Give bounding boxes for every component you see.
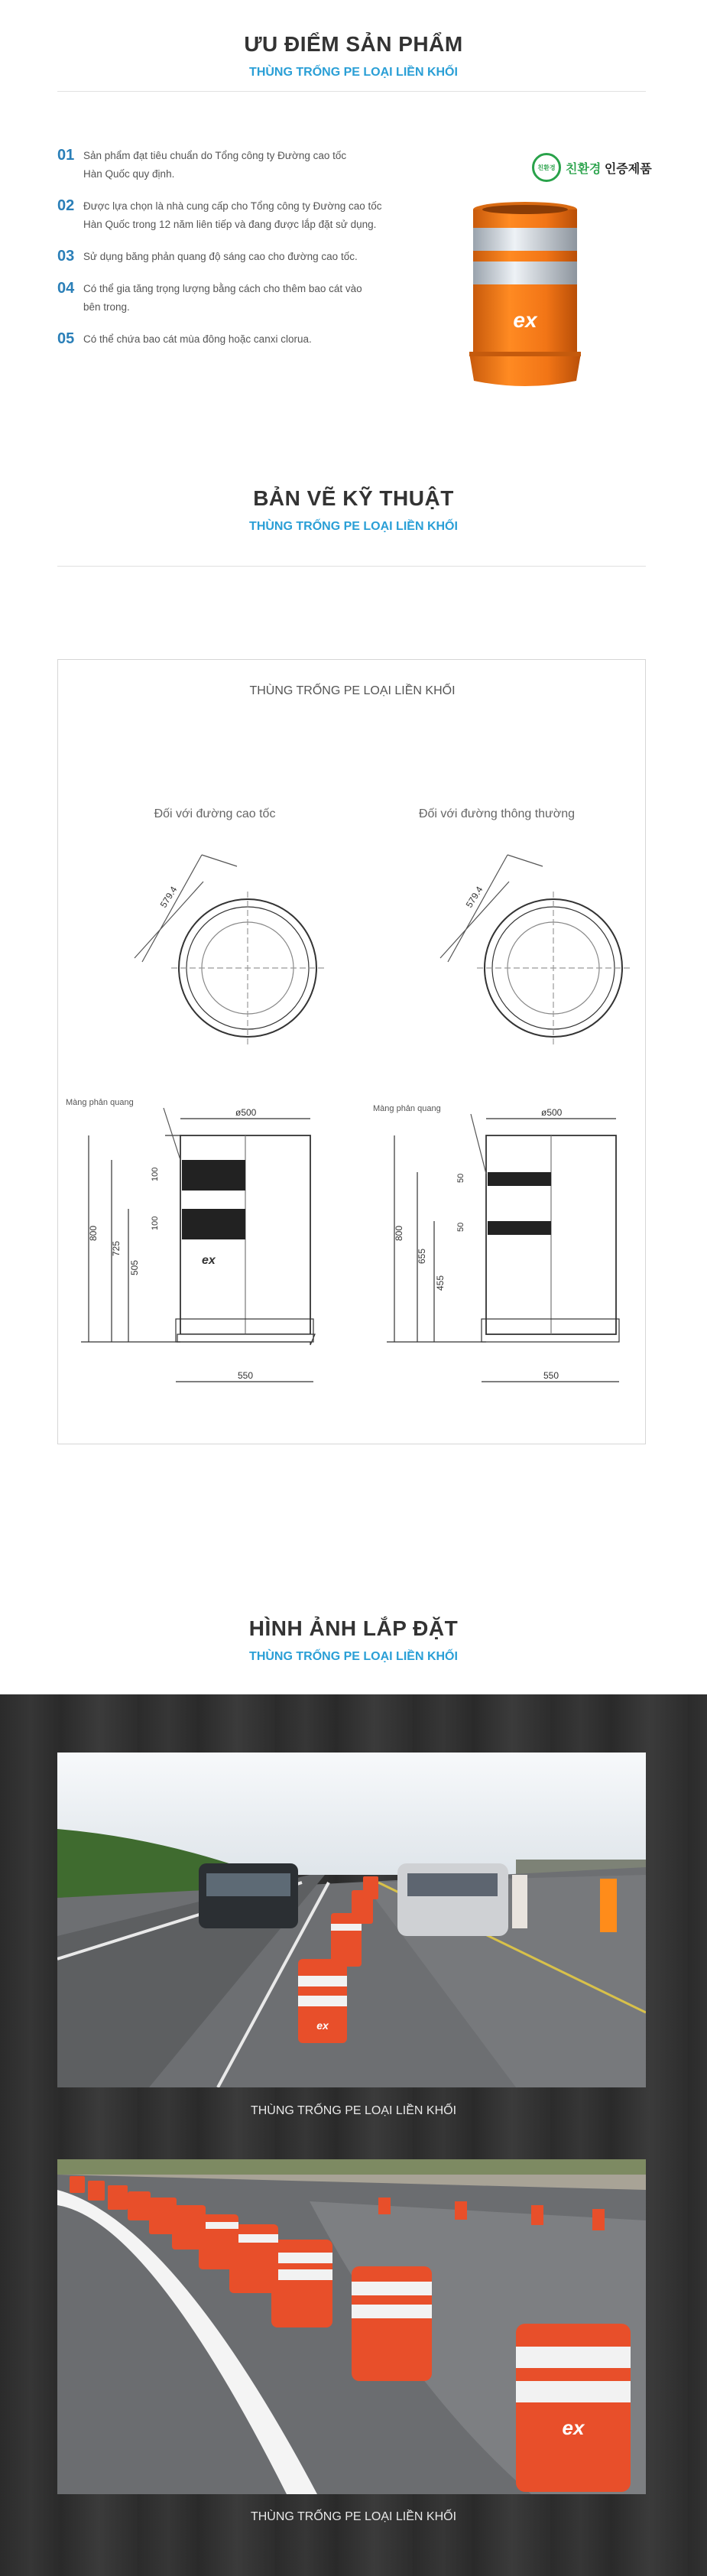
install-photo-highway [57, 1753, 646, 2087]
drawing-box-title: THÙNG TRỐNG PE LOẠI LIỀN KHỐI [249, 684, 456, 697]
eco-cert-seal [532, 153, 561, 182]
normal-top-dim: ø500 [541, 1107, 563, 1118]
eco-cert-green-text: 친환경 [566, 162, 602, 176]
install-caption-2: THÙNG TRỐNG PE LOẠI LIỀN KHỐI [250, 2510, 457, 2523]
advantage-item [57, 147, 439, 184]
normal-road-label: Đối với đường thông thường [418, 807, 576, 820]
advantage-item [57, 330, 439, 349]
normal-h2: 655 [417, 1248, 427, 1264]
highway-diag-dim: 579.4 [157, 884, 180, 910]
advantage-line: Sử dụng băng phản quang độ sáng cao cho đường cao tốc. [83, 251, 358, 262]
advantage-item [57, 197, 439, 234]
normal-band2: 50 [456, 1222, 465, 1232]
advantage-line: bên trong. [83, 301, 130, 313]
normal-side-view [373, 1104, 619, 1382]
highway-side-view [66, 1098, 315, 1382]
advantage-line: Sản phẩm đạt tiêu chuẩn do Tổng công ty Đường cao tốc [83, 150, 347, 161]
drawing-title: BẢN VẼ KỸ THUẬT [253, 486, 454, 510]
technical-drawing [58, 660, 647, 1445]
install-caption-1: THÙNG TRỐNG PE LOẠI LIỀN KHỐI [250, 2104, 457, 2117]
advantages-header [0, 32, 707, 80]
normal-h-total: 800 [394, 1225, 404, 1241]
advantages-divider [57, 91, 646, 92]
advantage-line: Hàn Quốc trong 12 năm liên tiếp và đang được lắp đặt sử dụng. [83, 219, 377, 230]
highway-h2: 725 [111, 1240, 122, 1256]
advantage-number: 01 [57, 147, 75, 164]
product-drum-image [469, 200, 581, 388]
advantage-text [83, 147, 346, 184]
eco-cert-label [566, 159, 652, 177]
product-logo: ex [513, 308, 537, 332]
normal-bottom-dim: 550 [543, 1370, 559, 1381]
highway-bottom-dim: 550 [238, 1370, 254, 1381]
drawing-header [0, 486, 707, 534]
highway-band1: 100 [151, 1167, 160, 1181]
advantage-text [83, 248, 358, 266]
advantages-title: ƯU ĐIỂM SẢN PHẨM [244, 32, 463, 56]
drawing-subtitle: THÙNG TRỐNG PE LOẠI LIỀN KHỐI [249, 520, 458, 533]
highway-band2: 100 [151, 1216, 160, 1230]
highway-label: Đối với đường cao tốc [154, 807, 276, 820]
normal-top-view [440, 855, 630, 1044]
advantage-item [57, 280, 439, 317]
advantage-text [83, 197, 382, 234]
advantage-number: 03 [57, 248, 75, 265]
advantage-number: 05 [57, 330, 75, 347]
advantage-number: 02 [57, 197, 75, 214]
advantages-list [57, 147, 439, 362]
drawing-logo: ex [202, 1254, 216, 1267]
drum-logo: ex [316, 2019, 329, 2032]
drawing-divider [57, 566, 646, 567]
advantage-line: Hàn Quốc quy định. [83, 168, 175, 180]
install-header [0, 1616, 707, 1664]
highway-top-view [135, 855, 324, 1044]
advantage-line: Có thể chứa bao cát mùa đông hoặc canxi clorua. [83, 333, 312, 345]
advantage-line: Được lựa chọn là nhà cung cấp cho Tổng công ty Đường cao tốc [83, 200, 382, 212]
advantage-text [83, 280, 362, 317]
normal-h3: 455 [435, 1275, 446, 1291]
highway-top-dim: ø500 [235, 1107, 257, 1118]
technical-drawing-panel [57, 659, 646, 1444]
normal-band1: 50 [456, 1173, 465, 1183]
normal-reflective-label: Màng phản quang [373, 1104, 441, 1113]
install-photo-curve [57, 2159, 646, 2494]
eco-certification-badge [532, 153, 652, 182]
advantage-number: 04 [57, 280, 75, 297]
advantages-subtitle: THÙNG TRỐNG PE LOẠI LIỀN KHỐI [249, 66, 458, 79]
highway-reflective-label: Màng phản quang [66, 1098, 134, 1107]
install-title: HÌNH ẢNH LẮP ĐẶT [248, 1616, 459, 1640]
highway-h-total: 800 [88, 1225, 99, 1241]
normal-diag-dim: 579.4 [463, 884, 485, 910]
highway-h3: 505 [129, 1259, 140, 1275]
install-subtitle: THÙNG TRỐNG PE LOẠI LIỀN KHỐI [249, 1650, 458, 1663]
drum-logo: ex [562, 2416, 585, 2439]
advantage-item [57, 248, 439, 266]
advantage-line: Có thể gia tăng trọng lượng bằng cách cho thêm bao cát vào [83, 283, 362, 294]
eco-cert-dark-text: 인증제품 [604, 162, 652, 176]
advantage-text [83, 330, 312, 349]
eco-cert-seal-text: 친환경 [537, 164, 556, 171]
